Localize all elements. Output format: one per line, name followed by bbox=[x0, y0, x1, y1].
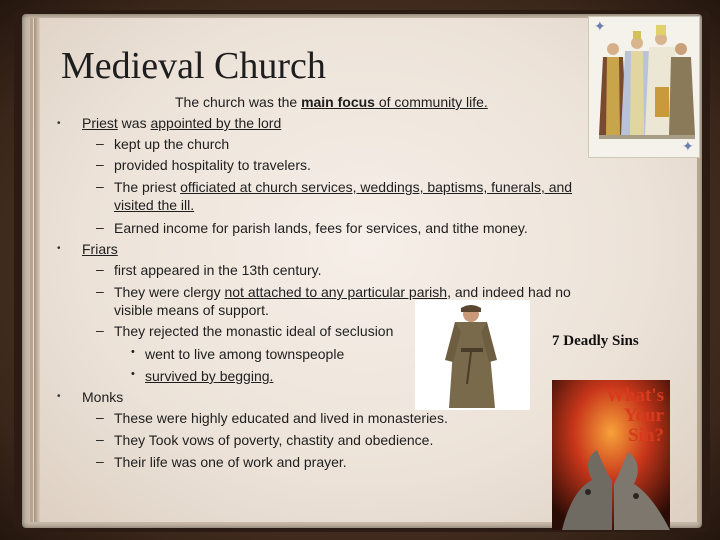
dash-icon: – bbox=[96, 409, 104, 425]
dash-icon: – bbox=[96, 431, 104, 447]
poster-text-line2: Your bbox=[623, 405, 664, 426]
officiated-line1: officiated at church services, weddings, baptisms, funerals, and bbox=[180, 179, 573, 195]
friars-item2-underlined: not attached to any particular parish bbox=[224, 284, 448, 300]
friar-illustration bbox=[415, 300, 530, 410]
priest-item-3 bbox=[114, 178, 572, 196]
priest-appointed: appointed by the lord bbox=[150, 115, 282, 131]
friars-heading: Friars bbox=[82, 241, 118, 257]
monks-item-1: These were highly educated and lived in monasteries. bbox=[114, 410, 448, 426]
friar-figure-icon bbox=[415, 300, 530, 410]
bullet-icon: • bbox=[57, 243, 61, 254]
bullet-icon: • bbox=[57, 118, 61, 129]
dash-icon: – bbox=[96, 322, 104, 338]
priest-word: Priest bbox=[82, 115, 118, 131]
dash-icon: – bbox=[96, 178, 104, 194]
friars-item2-suffix: , and indeed had no bbox=[447, 284, 571, 300]
priest-item-3-cont: visited the ill. bbox=[114, 197, 195, 213]
intro-before: The church was the bbox=[175, 94, 302, 110]
dash-icon: – bbox=[96, 219, 104, 235]
seven-deadly-sins-label: 7 Deadly Sins bbox=[552, 333, 639, 349]
dash-icon: – bbox=[96, 453, 104, 469]
dash-icon: – bbox=[96, 156, 104, 172]
friars-item-1: first appeared in the 13th century. bbox=[114, 262, 322, 278]
officiated-prefix: The priest bbox=[114, 179, 181, 195]
bullet-icon: • bbox=[57, 391, 61, 402]
poster-text bbox=[606, 386, 664, 446]
intro-after: of community life. bbox=[374, 94, 488, 110]
svg-text:✦: ✦ bbox=[594, 19, 606, 35]
friars-sub-1: went to live among townspeople bbox=[145, 346, 345, 362]
sub-bullet-icon: • bbox=[131, 346, 135, 358]
sins-poster bbox=[552, 380, 670, 530]
dash-icon: – bbox=[96, 135, 104, 151]
svg-text:✦: ✦ bbox=[682, 139, 694, 155]
friars-item-3: They rejected the monastic ideal of seclusion bbox=[114, 323, 394, 339]
dash-icon: – bbox=[96, 283, 104, 299]
poster-text-line1: What's bbox=[605, 385, 664, 406]
monks-heading: Monks bbox=[82, 389, 124, 405]
slide-title: Medieval Church bbox=[61, 45, 326, 87]
friars-sub-2: survived by begging. bbox=[145, 368, 274, 384]
monks-item-3: Their life was one of work and prayer. bbox=[114, 454, 347, 470]
friars-item-2 bbox=[114, 283, 571, 301]
friars-item2-prefix: They were clergy bbox=[114, 284, 225, 300]
priest-item-1: kept up the church bbox=[114, 136, 230, 152]
priest-heading bbox=[82, 114, 281, 132]
monks-item-2: They Took vows of poverty, chastity and obedience. bbox=[114, 432, 434, 448]
dash-icon: – bbox=[96, 261, 104, 277]
priest-item-2: provided hospitality to travelers. bbox=[114, 157, 311, 173]
page-spine bbox=[34, 18, 40, 522]
priest-was: was bbox=[117, 115, 151, 131]
intro-emphasis: main focus bbox=[301, 94, 375, 110]
clergy-illustration bbox=[588, 16, 700, 158]
poster-text-line3: Sin? bbox=[628, 425, 664, 446]
intro-line bbox=[175, 93, 488, 111]
priest-item-4: Earned income for parish lands, fees for services, and tithe money. bbox=[114, 220, 528, 236]
friars-item-2-cont: visible means of support. bbox=[114, 302, 269, 318]
clergy-figures-icon bbox=[589, 17, 699, 157]
sub-bullet-icon: • bbox=[131, 368, 135, 380]
